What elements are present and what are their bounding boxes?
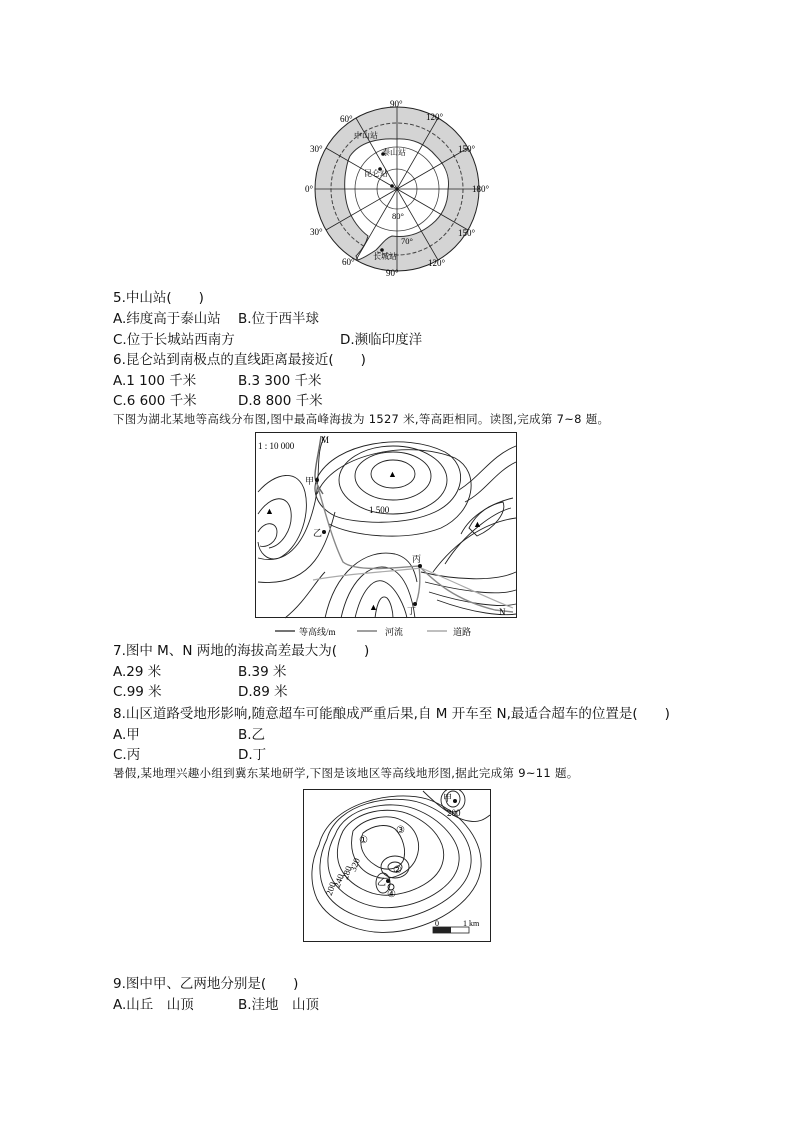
point-label-m: M bbox=[321, 435, 330, 445]
question-5-option-b[interactable]: B.位于西半球 bbox=[238, 311, 320, 327]
map-scale: 1 : 10 000 bbox=[258, 441, 295, 451]
question-7-option-a[interactable]: A.29 米 bbox=[113, 664, 162, 680]
peak-symbol: ▲ bbox=[388, 469, 397, 479]
question-8-stem: 8.山区道路受地形影响,随意超车可能酿成严重后果,自 M 开车至 N,最适合超车的位置是( ) bbox=[113, 706, 670, 722]
contour-label-240: 240 bbox=[331, 872, 346, 889]
lon-label: 30° bbox=[310, 227, 323, 237]
mark-1: ① bbox=[359, 835, 368, 846]
question-5-option-c[interactable]: C.位于长城站西南方 bbox=[113, 332, 235, 348]
question-8-option-c[interactable]: C.丙 bbox=[113, 747, 141, 763]
question-5-option-d[interactable]: D.濒临印度洋 bbox=[340, 332, 423, 348]
contour-label-320: 320 bbox=[347, 856, 362, 873]
contour-label: 1 500 bbox=[369, 505, 390, 515]
hubei-contour-map bbox=[255, 432, 517, 640]
point-label-ding: 丁 bbox=[407, 606, 417, 616]
legend-road: 道路 bbox=[453, 627, 472, 637]
scale-zero: 0 bbox=[435, 919, 439, 928]
peak-symbol: ▲ bbox=[265, 506, 274, 516]
lat-label: 80° bbox=[392, 211, 404, 221]
mark-4: ④ bbox=[387, 889, 396, 900]
lon-label: 0° bbox=[305, 184, 314, 194]
lon-label: 150° bbox=[458, 144, 476, 154]
point-label-jia: 甲 bbox=[305, 476, 315, 486]
lon-label: 120° bbox=[426, 112, 444, 122]
point-label-yi: 乙 bbox=[313, 528, 323, 538]
station-label: 长城站 bbox=[373, 252, 397, 261]
antarctica-polar-map bbox=[300, 98, 494, 282]
lon-label: 150° bbox=[458, 228, 476, 238]
question-7-stem: 7.图中 M、N 两地的海拔高差最大为( ) bbox=[113, 643, 370, 659]
contour-label-200: 200 bbox=[323, 880, 338, 897]
lon-label: 30° bbox=[310, 144, 323, 154]
lon-label: 90° bbox=[386, 268, 399, 278]
mark-yi: 乙 bbox=[377, 877, 387, 887]
lon-label: 180° bbox=[472, 184, 490, 194]
question-6-option-b[interactable]: B.3 300 千米 bbox=[238, 373, 322, 389]
question-6-stem: 6.昆仑站到南极点的直线距离最接近( ) bbox=[113, 352, 366, 368]
question-5-stem: 5.中山站( ) bbox=[113, 290, 204, 306]
question-7-option-c[interactable]: C.99 米 bbox=[113, 684, 162, 700]
question-6-option-a[interactable]: A.1 100 千米 bbox=[113, 373, 197, 389]
legend-river: 河流 bbox=[385, 627, 404, 637]
peak-symbol: ▲ bbox=[369, 602, 378, 612]
mark-jia: 甲 bbox=[443, 793, 453, 803]
point-label-bing: 丙 bbox=[412, 554, 422, 564]
station-label: 昆仑站 bbox=[364, 169, 388, 178]
question-9-stem: 9.图中甲、乙两地分别是( ) bbox=[113, 976, 299, 992]
question-7-option-d[interactable]: D.89 米 bbox=[238, 684, 288, 700]
question-9-option-b[interactable]: B.洼地 山顶 bbox=[238, 997, 320, 1013]
lon-label: 90° bbox=[390, 99, 403, 109]
question-5-option-a[interactable]: A.纬度高于泰山站 bbox=[113, 311, 221, 327]
question-9-option-a[interactable]: A.山丘 山顶 bbox=[113, 997, 194, 1013]
contour-label-280: 280 bbox=[339, 864, 354, 881]
station-label: 泰山站 bbox=[382, 148, 406, 157]
scale-km: 1 km bbox=[463, 919, 480, 928]
question-8-option-b[interactable]: B.乙 bbox=[238, 727, 266, 743]
legend-contour: 等高线/m bbox=[299, 627, 336, 637]
station-label: 中山站 bbox=[354, 131, 378, 140]
jidong-contour-map bbox=[303, 789, 491, 942]
lat-label: 70° bbox=[401, 236, 413, 246]
intro-7-8: 下图为湖北某地等高线分布图,图中最高峰海拔为 1527 米,等高距相同。读图,完成第 7~8 题。 bbox=[113, 412, 610, 426]
question-7-option-b[interactable]: B.39 米 bbox=[238, 664, 287, 680]
question-6-option-c[interactable]: C.6 600 千米 bbox=[113, 393, 197, 409]
intro-9-11: 暑假,某地理兴趣小组到冀东某地研学,下图是该地区等高线地形图,据此完成第 9~11 题。 bbox=[113, 766, 579, 780]
lon-label: 120° bbox=[428, 258, 446, 268]
peak-symbol: ▲ bbox=[473, 519, 482, 529]
lon-label: 60° bbox=[340, 114, 353, 124]
question-8-option-d[interactable]: D.丁 bbox=[238, 747, 267, 763]
point-label-n: N bbox=[499, 607, 506, 617]
lon-label: 60° bbox=[342, 257, 355, 267]
mark-3: ③ bbox=[396, 825, 405, 836]
question-8-option-a[interactable]: A.甲 bbox=[113, 727, 140, 743]
mark-2: ② bbox=[393, 865, 402, 876]
question-6-option-d[interactable]: D.8 800 千米 bbox=[238, 393, 323, 409]
contour-label-200-top: 200 bbox=[447, 808, 461, 818]
